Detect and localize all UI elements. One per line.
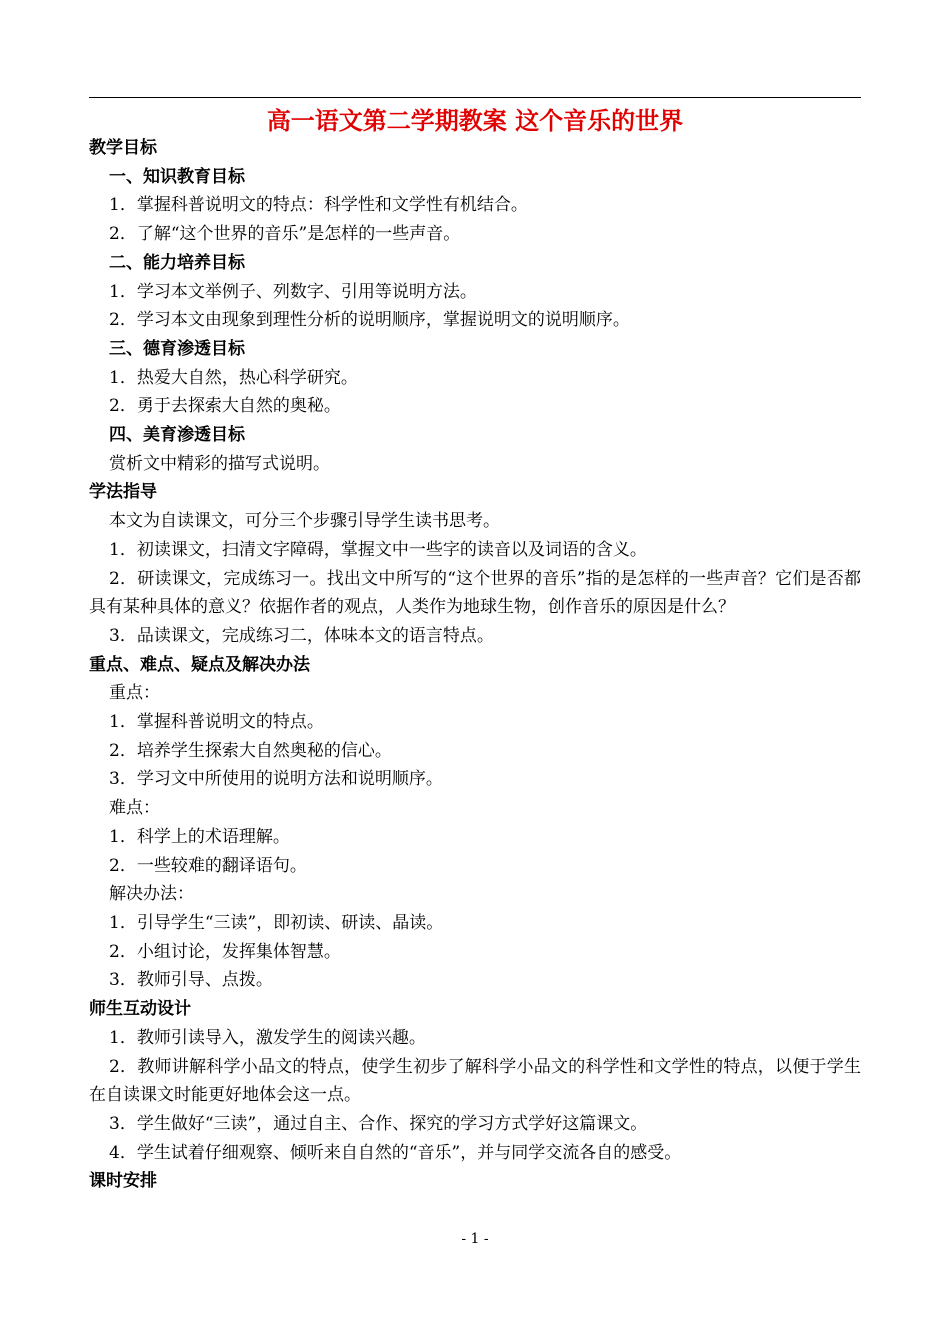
subheading-ability: 二、能力培养目标 xyxy=(109,252,245,273)
section-heading-interaction: 师生互动设计 xyxy=(89,999,191,1020)
subheading-aesthetic: 四、美育渗透目标 xyxy=(109,425,245,446)
paragraph: 2．勇于去探索大自然的奥秘。 xyxy=(109,396,341,417)
section-heading-key-points: 重点、难点、疑点及解决办法 xyxy=(89,654,310,675)
paragraph: 2．教师讲解科学小品文的特点，使学生初步了解科学小品文的科学性和文学性的特点，以便于学生在自读课文时能更好地体会这一点。 xyxy=(89,1056,861,1106)
paragraph: 赏析文中精彩的描写式说明。 xyxy=(109,453,330,474)
subheading-moral: 三、德育渗透目标 xyxy=(109,338,245,359)
page-number: - 1 - xyxy=(461,1231,489,1247)
paragraph: 2．学习本文由现象到理性分析的说明顺序，掌握说明文的说明顺序。 xyxy=(109,310,630,331)
paragraph: 1．引导学生“三读”，即初读、研读、晶读。 xyxy=(109,912,444,933)
section-heading-schedule: 课时安排 xyxy=(89,1171,157,1192)
paragraph: 2．研读课文，完成练习一。找出文中所写的“这个世界的音乐”指的是怎样的一些声音？它们是否都具有某种具体的意义？依据作者的观点，人类作为地球生物，创作音乐的原因是什么？ xyxy=(89,568,861,618)
section-heading-goals: 教学目标 xyxy=(89,138,157,158)
document-body xyxy=(89,134,861,1196)
paragraph: 1．掌握科普说明文的特点：科学性和文学性有机结合。 xyxy=(109,195,528,216)
paragraph: 2．一些较难的翻译语句。 xyxy=(109,855,307,876)
section-heading-study-method: 学法指导 xyxy=(89,482,157,503)
paragraph: 4．学生试着仔细观察、倾听来自自然的“音乐”，并与同学交流各自的感受。 xyxy=(109,1142,682,1163)
paragraph: 1．教师引读导入，激发学生的阅读兴趣。 xyxy=(109,1027,426,1048)
paragraph: 重点： xyxy=(109,683,160,704)
paragraph: 3．学习文中所使用的说明方法和说明顺序。 xyxy=(109,769,443,790)
paragraph: 本文为自读课文，可分三个步骤引导学生读书思考。 xyxy=(109,511,500,532)
paragraph: 2．了解“这个世界的音乐”是怎样的一些声音。 xyxy=(109,224,461,245)
paragraph: 2．小组讨论，发挥集体智慧。 xyxy=(109,941,341,962)
paragraph: 1．掌握科普说明文的特点。 xyxy=(109,712,324,733)
paragraph: 1．热爱大自然，热心科学研究。 xyxy=(109,367,358,388)
paragraph: 2．培养学生探索大自然奥秘的信心。 xyxy=(109,740,392,761)
header-rule xyxy=(89,97,861,98)
document-title: 高一语文第二学期教案 这个音乐的世界 xyxy=(266,107,684,135)
paragraph: 3．学生做好“三读”，通过自主、合作、探究的学习方式学好这篇课文。 xyxy=(109,1113,648,1134)
paragraph: 解决办法： xyxy=(109,884,194,905)
paragraph: 难点： xyxy=(109,798,160,819)
paragraph: 3．教师引导、点拨。 xyxy=(109,970,273,991)
paragraph: 1．学习本文举例子、列数字、引用等说明方法。 xyxy=(109,281,477,302)
subheading-knowledge: 一、知识教育目标 xyxy=(109,166,245,187)
paragraph: 3．品读课文，完成练习二，体味本文的语言特点。 xyxy=(109,625,494,646)
paragraph: 1．科学上的术语理解。 xyxy=(109,826,290,847)
paragraph: 1．初读课文，扫清文字障碍，掌握文中一些字的读音以及词语的含义。 xyxy=(109,539,647,560)
